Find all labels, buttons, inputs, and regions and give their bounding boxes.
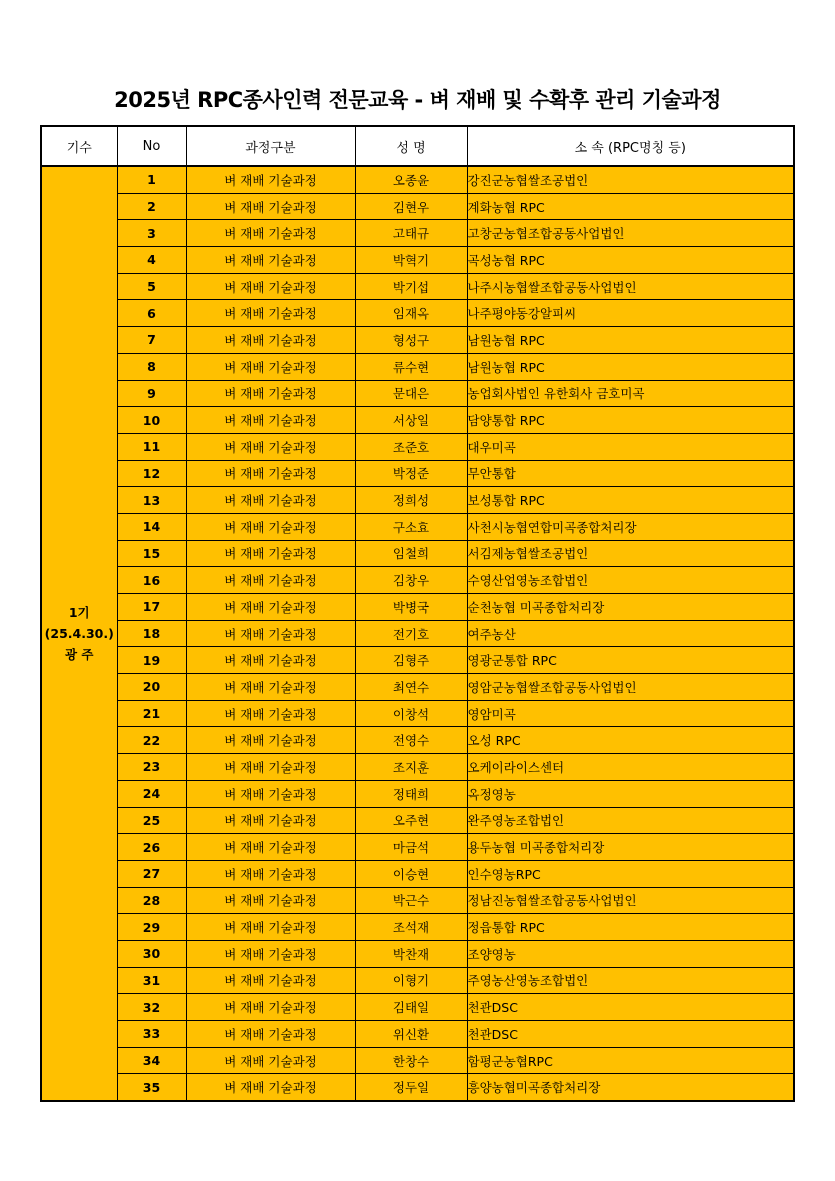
row-no: 22: [117, 727, 186, 754]
row-no: 5: [117, 273, 186, 300]
row-no: 33: [117, 1021, 186, 1048]
row-name: 박병국: [355, 594, 467, 621]
row-no: 13: [117, 487, 186, 514]
table-row: [41, 1021, 794, 1048]
table-row: [41, 674, 794, 701]
row-name: 최연수: [355, 674, 467, 701]
row-course: 벼 재배 기술과정: [186, 460, 355, 487]
header-affiliation: 소 속 (RPC명칭 등): [467, 126, 794, 166]
row-affiliation: 나주시농협쌀조합공동사업법인: [467, 273, 794, 300]
row-name: 이창석: [355, 700, 467, 727]
table-row: [41, 327, 794, 354]
row-no: 25: [117, 807, 186, 834]
row-affiliation: 대우미곡: [467, 433, 794, 460]
row-affiliation: 순천농협 미곡종합처리장: [467, 594, 794, 621]
row-no: 29: [117, 914, 186, 941]
row-no: 1: [117, 166, 186, 193]
row-name: 박혁기: [355, 247, 467, 274]
table-row: [41, 247, 794, 274]
row-affiliation: 정남진농협쌀조합공동사업법인: [467, 887, 794, 914]
row-name: 정희성: [355, 487, 467, 514]
row-affiliation: 오성 RPC: [467, 727, 794, 754]
row-affiliation: 흥양농협미곡종합처리장: [467, 1074, 794, 1101]
row-no: 26: [117, 834, 186, 861]
row-course: 벼 재배 기술과정: [186, 594, 355, 621]
row-course: 벼 재배 기술과정: [186, 727, 355, 754]
row-affiliation: 영암군농협쌀조합공동사업법인: [467, 674, 794, 701]
table-row: [41, 193, 794, 220]
row-course: 벼 재배 기술과정: [186, 433, 355, 460]
row-name: 서상일: [355, 407, 467, 434]
row-affiliation: 인수영농RPC: [467, 860, 794, 887]
row-no: 14: [117, 513, 186, 540]
table-row: [41, 780, 794, 807]
row-no: 18: [117, 620, 186, 647]
row-no: 27: [117, 860, 186, 887]
row-name: 임철희: [355, 540, 467, 567]
row-course: 벼 재배 기술과정: [186, 513, 355, 540]
row-name: 오주현: [355, 807, 467, 834]
table-row: [41, 727, 794, 754]
table-row: [41, 513, 794, 540]
row-affiliation: 강진군농협쌀조공법인: [467, 166, 794, 193]
row-name: 문대은: [355, 380, 467, 407]
row-no: 2: [117, 193, 186, 220]
row-name: 김형주: [355, 647, 467, 674]
row-affiliation: 수영산업영농조합법인: [467, 567, 794, 594]
row-course: 벼 재배 기술과정: [186, 914, 355, 941]
row-name: 임재옥: [355, 300, 467, 327]
row-course: 벼 재배 기술과정: [186, 940, 355, 967]
row-course: 벼 재배 기술과정: [186, 1047, 355, 1074]
row-no: 15: [117, 540, 186, 567]
row-no: 4: [117, 247, 186, 274]
row-affiliation: 천관DSC: [467, 1021, 794, 1048]
table-row: [41, 994, 794, 1021]
row-no: 20: [117, 674, 186, 701]
row-course: 벼 재배 기술과정: [186, 353, 355, 380]
row-no: 30: [117, 940, 186, 967]
table-body: [41, 166, 794, 1101]
row-name: 구소효: [355, 513, 467, 540]
row-course: 벼 재배 기술과정: [186, 807, 355, 834]
row-name: 김태일: [355, 994, 467, 1021]
table-row: [41, 940, 794, 967]
row-course: 벼 재배 기술과정: [186, 1021, 355, 1048]
table-row: [41, 860, 794, 887]
row-course: 벼 재배 기술과정: [186, 754, 355, 781]
table-row: [41, 754, 794, 781]
row-course: 벼 재배 기술과정: [186, 487, 355, 514]
row-affiliation: 서김제농협쌀조공법인: [467, 540, 794, 567]
table-row: [41, 380, 794, 407]
row-name: 고태규: [355, 220, 467, 247]
row-name: 이승현: [355, 860, 467, 887]
row-no: 11: [117, 433, 186, 460]
row-course: 벼 재배 기술과정: [186, 407, 355, 434]
cohort-line2: (25.4.30.): [44, 626, 114, 642]
table-row: [41, 433, 794, 460]
row-no: 10: [117, 407, 186, 434]
row-name: 김창우: [355, 567, 467, 594]
row-name: 오종윤: [355, 166, 467, 193]
row-no: 12: [117, 460, 186, 487]
row-affiliation: 오케이라이스센터: [467, 754, 794, 781]
table-row: [41, 967, 794, 994]
row-course: 벼 재배 기술과정: [186, 220, 355, 247]
row-no: 3: [117, 220, 186, 247]
row-course: 벼 재배 기술과정: [186, 1074, 355, 1101]
row-name: 전영수: [355, 727, 467, 754]
row-no: 9: [117, 380, 186, 407]
row-name: 박기섭: [355, 273, 467, 300]
row-affiliation: 천관DSC: [467, 994, 794, 1021]
row-name: 조준호: [355, 433, 467, 460]
row-no: 32: [117, 994, 186, 1021]
table-header-row: [41, 126, 794, 166]
table-row: [41, 620, 794, 647]
row-name: 김현우: [355, 193, 467, 220]
row-course: 벼 재배 기술과정: [186, 193, 355, 220]
row-affiliation: 보성통합 RPC: [467, 487, 794, 514]
row-name: 조석재: [355, 914, 467, 941]
row-course: 벼 재배 기술과정: [186, 647, 355, 674]
row-no: 28: [117, 887, 186, 914]
row-affiliation: 주영농산영농조합법인: [467, 967, 794, 994]
table-row: [41, 807, 794, 834]
row-name: 전기호: [355, 620, 467, 647]
row-course: 벼 재배 기술과정: [186, 780, 355, 807]
row-affiliation: 농업회사법인 유한회사 금호미곡: [467, 380, 794, 407]
row-course: 벼 재배 기술과정: [186, 620, 355, 647]
row-name: 박근수: [355, 887, 467, 914]
row-no: 8: [117, 353, 186, 380]
row-name: 정태희: [355, 780, 467, 807]
row-name: 마금석: [355, 834, 467, 861]
table-row: [41, 407, 794, 434]
row-name: 류수현: [355, 353, 467, 380]
roster-table: [40, 125, 795, 1102]
row-affiliation: 담양통합 RPC: [467, 407, 794, 434]
table-row: [41, 647, 794, 674]
row-no: 24: [117, 780, 186, 807]
row-name: 형성구: [355, 327, 467, 354]
cohort-line1: 1기: [68, 605, 90, 621]
table-row: [41, 540, 794, 567]
row-affiliation: 곡성농협 RPC: [467, 247, 794, 274]
row-affiliation: 완주영농조합법인: [467, 807, 794, 834]
header-cohort: 기수: [41, 126, 117, 166]
row-name: 정두일: [355, 1074, 467, 1101]
header-course: 과정구분: [186, 126, 355, 166]
table-row: [41, 914, 794, 941]
table-row: [41, 487, 794, 514]
row-affiliation: 고창군농협조합공동사업법인: [467, 220, 794, 247]
row-affiliation: 남원농협 RPC: [467, 353, 794, 380]
row-affiliation: 계화농협 RPC: [467, 193, 794, 220]
row-affiliation: 사천시농협연합미곡종합처리장: [467, 513, 794, 540]
row-course: 벼 재배 기술과정: [186, 567, 355, 594]
row-course: 벼 재배 기술과정: [186, 967, 355, 994]
row-name: 박찬재: [355, 940, 467, 967]
table-row: [41, 834, 794, 861]
row-no: 21: [117, 700, 186, 727]
table-row: [41, 887, 794, 914]
row-affiliation: 영암미곡: [467, 700, 794, 727]
row-name: 조지훈: [355, 754, 467, 781]
row-no: 19: [117, 647, 186, 674]
row-affiliation: 용두농협 미곡종합처리장: [467, 834, 794, 861]
row-affiliation: 정읍통합 RPC: [467, 914, 794, 941]
cohort-line3: 광 주: [64, 647, 94, 663]
table-row: [41, 273, 794, 300]
row-course: 벼 재배 기술과정: [186, 166, 355, 193]
table-row: [41, 594, 794, 621]
table-row: [41, 300, 794, 327]
row-course: 벼 재배 기술과정: [186, 994, 355, 1021]
row-no: 35: [117, 1074, 186, 1101]
header-name: 성 명: [355, 126, 467, 166]
table-row: [41, 220, 794, 247]
row-course: 벼 재배 기술과정: [186, 540, 355, 567]
row-name: 위신환: [355, 1021, 467, 1048]
cohort-cell: [41, 166, 117, 1101]
row-no: 34: [117, 1047, 186, 1074]
row-course: 벼 재배 기술과정: [186, 380, 355, 407]
row-affiliation: 함평군농협RPC: [467, 1047, 794, 1074]
header-no: No: [117, 126, 186, 166]
row-course: 벼 재배 기술과정: [186, 273, 355, 300]
page-title: 2025년 RPC종사인력 전문교육 - 벼 재배 및 수확후 관리 기술과정: [114, 88, 721, 112]
table-row: [41, 353, 794, 380]
row-no: 23: [117, 754, 186, 781]
row-no: 31: [117, 967, 186, 994]
row-course: 벼 재배 기술과정: [186, 300, 355, 327]
row-no: 6: [117, 300, 186, 327]
row-affiliation: 여주농산: [467, 620, 794, 647]
row-affiliation: 옥정영농: [467, 780, 794, 807]
row-affiliation: 나주평야동강알피씨: [467, 300, 794, 327]
row-course: 벼 재배 기술과정: [186, 247, 355, 274]
table-row: [41, 1047, 794, 1074]
table-row: [41, 1074, 794, 1101]
table-row: [41, 166, 794, 193]
row-course: 벼 재배 기술과정: [186, 327, 355, 354]
row-name: 한창수: [355, 1047, 467, 1074]
row-course: 벼 재배 기술과정: [186, 674, 355, 701]
row-affiliation: 조양영농: [467, 940, 794, 967]
row-no: 7: [117, 327, 186, 354]
row-no: 16: [117, 567, 186, 594]
row-affiliation: 남원농협 RPC: [467, 327, 794, 354]
table-row: [41, 460, 794, 487]
row-course: 벼 재배 기술과정: [186, 834, 355, 861]
row-affiliation: 무안통합: [467, 460, 794, 487]
table-row: [41, 700, 794, 727]
table-row: [41, 567, 794, 594]
row-name: 이형기: [355, 967, 467, 994]
row-course: 벼 재배 기술과정: [186, 887, 355, 914]
row-course: 벼 재배 기술과정: [186, 700, 355, 727]
row-no: 17: [117, 594, 186, 621]
row-name: 박정준: [355, 460, 467, 487]
row-affiliation: 영광군통합 RPC: [467, 647, 794, 674]
row-course: 벼 재배 기술과정: [186, 860, 355, 887]
